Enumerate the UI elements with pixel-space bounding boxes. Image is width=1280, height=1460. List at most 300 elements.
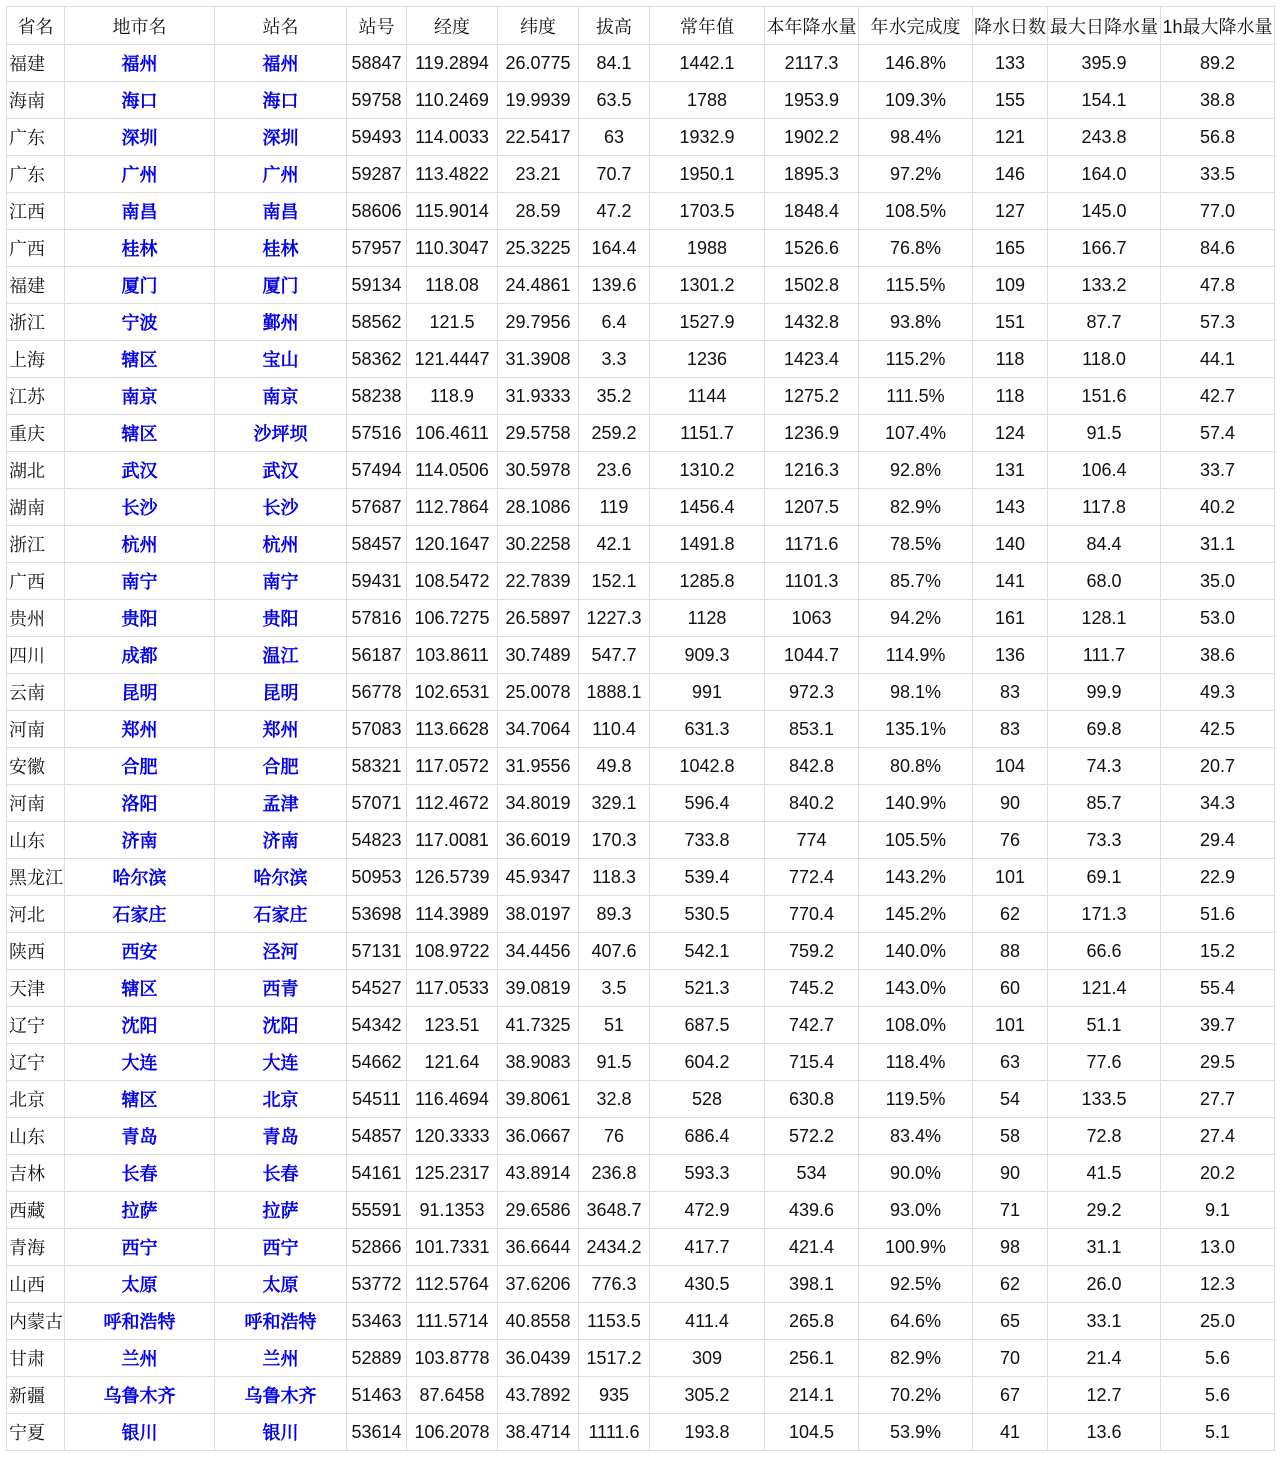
station-link[interactable]: 泾河 <box>215 933 347 970</box>
precipitation-table <box>6 6 1275 1451</box>
station-id-cell: 52889 <box>347 1340 407 1377</box>
station-id-cell: 58847 <box>347 45 407 82</box>
city-link[interactable]: 拉萨 <box>65 1192 215 1229</box>
province-cell: 河南 <box>7 785 65 822</box>
annual-precip-cell: 1275.2 <box>765 378 859 415</box>
normal-value-cell: 1128 <box>650 600 765 637</box>
max-hourly-cell: 35.0 <box>1161 563 1275 600</box>
station-id-cell: 58321 <box>347 748 407 785</box>
elevation-cell: 89.3 <box>579 896 650 933</box>
max-hourly-cell: 34.3 <box>1161 785 1275 822</box>
longitude-cell: 112.7864 <box>407 489 498 526</box>
station-id-cell: 54662 <box>347 1044 407 1081</box>
table-row <box>7 526 1275 563</box>
latitude-cell: 38.4714 <box>498 1414 579 1451</box>
station-link[interactable]: 温江 <box>215 637 347 674</box>
province-cell: 青海 <box>7 1229 65 1266</box>
province-cell: 海南 <box>7 82 65 119</box>
station-link[interactable]: 沈阳 <box>215 1007 347 1044</box>
rain-days-cell: 62 <box>973 1266 1048 1303</box>
station-link[interactable]: 孟津 <box>215 785 347 822</box>
annual-precip-cell: 770.4 <box>765 896 859 933</box>
latitude-cell: 36.0667 <box>498 1118 579 1155</box>
station-link[interactable]: 兰州 <box>215 1340 347 1377</box>
normal-value-cell: 472.9 <box>650 1192 765 1229</box>
province-cell: 陕西 <box>7 933 65 970</box>
province-cell: 贵州 <box>7 600 65 637</box>
longitude-cell: 110.2469 <box>407 82 498 119</box>
province-cell: 辽宁 <box>7 1044 65 1081</box>
max-daily-cell: 106.4 <box>1048 452 1161 489</box>
station-id-cell: 54823 <box>347 822 407 859</box>
longitude-cell: 117.0081 <box>407 822 498 859</box>
annual-precip-cell: 772.4 <box>765 859 859 896</box>
rain-days-cell: 90 <box>973 1155 1048 1192</box>
annual-precip-cell: 842.8 <box>765 748 859 785</box>
city-link[interactable]: 南京 <box>65 378 215 415</box>
elevation-cell: 547.7 <box>579 637 650 674</box>
completion-cell: 83.4% <box>859 1118 973 1155</box>
station-link[interactable]: 呼和浩特 <box>215 1303 347 1340</box>
station-link[interactable]: 宝山 <box>215 341 347 378</box>
latitude-cell: 39.8061 <box>498 1081 579 1118</box>
column-header: 1h最大降水量 <box>1161 7 1275 45</box>
province-cell: 湖北 <box>7 452 65 489</box>
city-link[interactable]: 南昌 <box>65 193 215 230</box>
max-hourly-cell: 44.1 <box>1161 341 1275 378</box>
table-row <box>7 600 1275 637</box>
table-row <box>7 378 1275 415</box>
annual-precip-cell: 853.1 <box>765 711 859 748</box>
elevation-cell: 776.3 <box>579 1266 650 1303</box>
normal-value-cell: 530.5 <box>650 896 765 933</box>
normal-value-cell: 593.3 <box>650 1155 765 1192</box>
normal-value-cell: 596.4 <box>650 785 765 822</box>
station-link[interactable]: 长春 <box>215 1155 347 1192</box>
elevation-cell: 63 <box>579 119 650 156</box>
max-daily-cell: 171.3 <box>1048 896 1161 933</box>
station-link[interactable]: 武汉 <box>215 452 347 489</box>
normal-value-cell: 686.4 <box>650 1118 765 1155</box>
station-link[interactable]: 厦门 <box>215 267 347 304</box>
rain-days-cell: 83 <box>973 674 1048 711</box>
city-link[interactable]: 贵阳 <box>65 600 215 637</box>
latitude-cell: 25.0078 <box>498 674 579 711</box>
station-link[interactable]: 沙坪坝 <box>215 415 347 452</box>
longitude-cell: 120.3333 <box>407 1118 498 1155</box>
table-row <box>7 1340 1275 1377</box>
city-link[interactable]: 昆明 <box>65 674 215 711</box>
station-link[interactable]: 西宁 <box>215 1229 347 1266</box>
max-daily-cell: 73.3 <box>1048 822 1161 859</box>
completion-cell: 108.5% <box>859 193 973 230</box>
latitude-cell: 22.5417 <box>498 119 579 156</box>
station-link[interactable]: 拉萨 <box>215 1192 347 1229</box>
completion-cell: 82.9% <box>859 1340 973 1377</box>
table-body <box>7 45 1275 1451</box>
latitude-cell: 26.5897 <box>498 600 579 637</box>
table-row <box>7 785 1275 822</box>
station-link[interactable]: 大连 <box>215 1044 347 1081</box>
city-link[interactable]: 福州 <box>65 45 215 82</box>
city-link[interactable]: 郑州 <box>65 711 215 748</box>
station-id-cell: 58562 <box>347 304 407 341</box>
elevation-cell: 63.5 <box>579 82 650 119</box>
city-link[interactable]: 杭州 <box>65 526 215 563</box>
table-row <box>7 1229 1275 1266</box>
max-daily-cell: 243.8 <box>1048 119 1161 156</box>
city-link[interactable]: 济南 <box>65 822 215 859</box>
province-cell: 黑龙江 <box>7 859 65 896</box>
completion-cell: 145.2% <box>859 896 973 933</box>
station-link[interactable]: 桂林 <box>215 230 347 267</box>
station-id-cell: 59758 <box>347 82 407 119</box>
longitude-cell: 108.5472 <box>407 563 498 600</box>
province-cell: 云南 <box>7 674 65 711</box>
table-row <box>7 933 1275 970</box>
normal-value-cell: 1301.2 <box>650 267 765 304</box>
completion-cell: 143.2% <box>859 859 973 896</box>
max-hourly-cell: 29.5 <box>1161 1044 1275 1081</box>
station-link[interactable]: 银川 <box>215 1414 347 1451</box>
table-row <box>7 1414 1275 1451</box>
city-link[interactable]: 武汉 <box>65 452 215 489</box>
max-hourly-cell: 15.2 <box>1161 933 1275 970</box>
annual-precip-cell: 572.2 <box>765 1118 859 1155</box>
longitude-cell: 103.8778 <box>407 1340 498 1377</box>
station-id-cell: 57083 <box>347 711 407 748</box>
city-link[interactable]: 长春 <box>65 1155 215 1192</box>
longitude-cell: 114.3989 <box>407 896 498 933</box>
rain-days-cell: 161 <box>973 600 1048 637</box>
city-link[interactable]: 长沙 <box>65 489 215 526</box>
max-daily-cell: 118.0 <box>1048 341 1161 378</box>
max-daily-cell: 111.7 <box>1048 637 1161 674</box>
latitude-cell: 31.9556 <box>498 748 579 785</box>
max-daily-cell: 84.4 <box>1048 526 1161 563</box>
annual-precip-cell: 630.8 <box>765 1081 859 1118</box>
city-link[interactable]: 南宁 <box>65 563 215 600</box>
longitude-cell: 101.7331 <box>407 1229 498 1266</box>
completion-cell: 94.2% <box>859 600 973 637</box>
station-link[interactable]: 郑州 <box>215 711 347 748</box>
annual-precip-cell: 1848.4 <box>765 193 859 230</box>
rain-days-cell: 90 <box>973 785 1048 822</box>
province-cell: 内蒙古 <box>7 1303 65 1340</box>
province-cell: 西藏 <box>7 1192 65 1229</box>
column-header: 经度 <box>407 7 498 45</box>
max-daily-cell: 91.5 <box>1048 415 1161 452</box>
station-link[interactable]: 南京 <box>215 378 347 415</box>
max-daily-cell: 133.2 <box>1048 267 1161 304</box>
city-link[interactable]: 西安 <box>65 933 215 970</box>
annual-precip-cell: 774 <box>765 822 859 859</box>
elevation-cell: 118.3 <box>579 859 650 896</box>
completion-cell: 135.1% <box>859 711 973 748</box>
station-link[interactable]: 鄞州 <box>215 304 347 341</box>
city-link[interactable]: 海口 <box>65 82 215 119</box>
station-id-cell: 50953 <box>347 859 407 896</box>
city-link[interactable]: 宁波 <box>65 304 215 341</box>
station-id-cell: 57071 <box>347 785 407 822</box>
latitude-cell: 38.9083 <box>498 1044 579 1081</box>
station-link[interactable]: 福州 <box>215 45 347 82</box>
max-daily-cell: 166.7 <box>1048 230 1161 267</box>
station-link[interactable]: 哈尔滨 <box>215 859 347 896</box>
column-header: 站号 <box>347 7 407 45</box>
max-daily-cell: 99.9 <box>1048 674 1161 711</box>
table-row <box>7 45 1275 82</box>
annual-precip-cell: 1216.3 <box>765 452 859 489</box>
max-hourly-cell: 47.8 <box>1161 267 1275 304</box>
station-id-cell: 56187 <box>347 637 407 674</box>
table-row <box>7 1377 1275 1414</box>
column-header: 本年降水量 <box>765 7 859 45</box>
station-link[interactable]: 青岛 <box>215 1118 347 1155</box>
longitude-cell: 111.5714 <box>407 1303 498 1340</box>
city-link[interactable]: 厦门 <box>65 267 215 304</box>
completion-cell: 98.4% <box>859 119 973 156</box>
province-cell: 重庆 <box>7 415 65 452</box>
normal-value-cell: 521.3 <box>650 970 765 1007</box>
completion-cell: 114.9% <box>859 637 973 674</box>
max-hourly-cell: 9.1 <box>1161 1192 1275 1229</box>
max-daily-cell: 85.7 <box>1048 785 1161 822</box>
max-daily-cell: 13.6 <box>1048 1414 1161 1451</box>
latitude-cell: 24.4861 <box>498 267 579 304</box>
city-link[interactable]: 哈尔滨 <box>65 859 215 896</box>
normal-value-cell: 991 <box>650 674 765 711</box>
city-link[interactable]: 银川 <box>65 1414 215 1451</box>
longitude-cell: 91.1353 <box>407 1192 498 1229</box>
station-link[interactable]: 济南 <box>215 822 347 859</box>
station-link[interactable]: 广州 <box>215 156 347 193</box>
province-cell: 北京 <box>7 1081 65 1118</box>
normal-value-cell: 1310.2 <box>650 452 765 489</box>
province-cell: 江苏 <box>7 378 65 415</box>
max-daily-cell: 117.8 <box>1048 489 1161 526</box>
max-daily-cell: 21.4 <box>1048 1340 1161 1377</box>
annual-precip-cell: 439.6 <box>765 1192 859 1229</box>
city-link[interactable]: 青岛 <box>65 1118 215 1155</box>
table-row <box>7 1118 1275 1155</box>
max-daily-cell: 121.4 <box>1048 970 1161 1007</box>
annual-precip-cell: 1432.8 <box>765 304 859 341</box>
station-link[interactable]: 杭州 <box>215 526 347 563</box>
elevation-cell: 236.8 <box>579 1155 650 1192</box>
normal-value-cell: 631.3 <box>650 711 765 748</box>
max-hourly-cell: 51.6 <box>1161 896 1275 933</box>
max-hourly-cell: 22.9 <box>1161 859 1275 896</box>
rain-days-cell: 88 <box>973 933 1048 970</box>
table-row <box>7 1044 1275 1081</box>
annual-precip-cell: 1171.6 <box>765 526 859 563</box>
city-link[interactable]: 深圳 <box>65 119 215 156</box>
station-id-cell: 58238 <box>347 378 407 415</box>
normal-value-cell: 305.2 <box>650 1377 765 1414</box>
longitude-cell: 121.5 <box>407 304 498 341</box>
station-link[interactable]: 石家庄 <box>215 896 347 933</box>
longitude-cell: 102.6531 <box>407 674 498 711</box>
max-daily-cell: 33.1 <box>1048 1303 1161 1340</box>
rain-days-cell: 71 <box>973 1192 1048 1229</box>
province-cell: 宁夏 <box>7 1414 65 1451</box>
annual-precip-cell: 1207.5 <box>765 489 859 526</box>
latitude-cell: 36.6644 <box>498 1229 579 1266</box>
completion-cell: 64.6% <box>859 1303 973 1340</box>
max-hourly-cell: 89.2 <box>1161 45 1275 82</box>
normal-value-cell: 1491.8 <box>650 526 765 563</box>
elevation-cell: 42.1 <box>579 526 650 563</box>
station-id-cell: 57516 <box>347 415 407 452</box>
rain-days-cell: 131 <box>973 452 1048 489</box>
province-cell: 山东 <box>7 1118 65 1155</box>
normal-value-cell: 1285.8 <box>650 563 765 600</box>
province-cell: 天津 <box>7 970 65 1007</box>
station-id-cell: 54527 <box>347 970 407 1007</box>
annual-precip-cell: 534 <box>765 1155 859 1192</box>
max-hourly-cell: 5.6 <box>1161 1377 1275 1414</box>
table-row <box>7 748 1275 785</box>
annual-precip-cell: 745.2 <box>765 970 859 1007</box>
normal-value-cell: 1151.7 <box>650 415 765 452</box>
annual-precip-cell: 265.8 <box>765 1303 859 1340</box>
completion-cell: 98.1% <box>859 674 973 711</box>
completion-cell: 93.0% <box>859 1192 973 1229</box>
city-link[interactable]: 西宁 <box>65 1229 215 1266</box>
normal-value-cell: 733.8 <box>650 822 765 859</box>
longitude-cell: 113.6628 <box>407 711 498 748</box>
station-id-cell: 59431 <box>347 563 407 600</box>
max-hourly-cell: 27.4 <box>1161 1118 1275 1155</box>
longitude-cell: 108.9722 <box>407 933 498 970</box>
rain-days-cell: 121 <box>973 119 1048 156</box>
elevation-cell: 49.8 <box>579 748 650 785</box>
station-link[interactable]: 海口 <box>215 82 347 119</box>
elevation-cell: 76 <box>579 1118 650 1155</box>
city-link[interactable]: 辖区 <box>65 415 215 452</box>
rain-days-cell: 101 <box>973 859 1048 896</box>
city-link[interactable]: 成都 <box>65 637 215 674</box>
annual-precip-cell: 256.1 <box>765 1340 859 1377</box>
city-link[interactable]: 石家庄 <box>65 896 215 933</box>
longitude-cell: 118.9 <box>407 378 498 415</box>
completion-cell: 80.8% <box>859 748 973 785</box>
latitude-cell: 45.9347 <box>498 859 579 896</box>
station-link[interactable]: 北京 <box>215 1081 347 1118</box>
elevation-cell: 51 <box>579 1007 650 1044</box>
max-hourly-cell: 5.1 <box>1161 1414 1275 1451</box>
completion-cell: 92.8% <box>859 452 973 489</box>
station-link[interactable]: 长沙 <box>215 489 347 526</box>
rain-days-cell: 60 <box>973 970 1048 1007</box>
city-link[interactable]: 合肥 <box>65 748 215 785</box>
elevation-cell: 3648.7 <box>579 1192 650 1229</box>
max-hourly-cell: 20.2 <box>1161 1155 1275 1192</box>
table-row <box>7 1303 1275 1340</box>
completion-cell: 115.2% <box>859 341 973 378</box>
rain-days-cell: 62 <box>973 896 1048 933</box>
station-link[interactable]: 合肥 <box>215 748 347 785</box>
completion-cell: 107.4% <box>859 415 973 452</box>
annual-precip-cell: 1902.2 <box>765 119 859 156</box>
latitude-cell: 36.0439 <box>498 1340 579 1377</box>
station-link[interactable]: 南宁 <box>215 563 347 600</box>
max-daily-cell: 395.9 <box>1048 45 1161 82</box>
city-link[interactable]: 太原 <box>65 1266 215 1303</box>
rain-days-cell: 140 <box>973 526 1048 563</box>
latitude-cell: 36.6019 <box>498 822 579 859</box>
completion-cell: 78.5% <box>859 526 973 563</box>
normal-value-cell: 1703.5 <box>650 193 765 230</box>
latitude-cell: 31.3908 <box>498 341 579 378</box>
city-link[interactable]: 辖区 <box>65 1081 215 1118</box>
station-id-cell: 58362 <box>347 341 407 378</box>
max-hourly-cell: 40.2 <box>1161 489 1275 526</box>
max-hourly-cell: 57.3 <box>1161 304 1275 341</box>
station-id-cell: 59287 <box>347 156 407 193</box>
annual-precip-cell: 1895.3 <box>765 156 859 193</box>
city-link[interactable]: 洛阳 <box>65 785 215 822</box>
max-hourly-cell: 12.3 <box>1161 1266 1275 1303</box>
rain-days-cell: 104 <box>973 748 1048 785</box>
header-row <box>7 7 1275 45</box>
elevation-cell: 259.2 <box>579 415 650 452</box>
rain-days-cell: 58 <box>973 1118 1048 1155</box>
city-link[interactable]: 沈阳 <box>65 1007 215 1044</box>
annual-precip-cell: 1101.3 <box>765 563 859 600</box>
city-link[interactable]: 辖区 <box>65 341 215 378</box>
station-link[interactable]: 贵阳 <box>215 600 347 637</box>
city-link[interactable]: 桂林 <box>65 230 215 267</box>
station-id-cell: 57494 <box>347 452 407 489</box>
station-link[interactable]: 西青 <box>215 970 347 1007</box>
elevation-cell: 23.6 <box>579 452 650 489</box>
city-link[interactable]: 乌鲁木齐 <box>65 1377 215 1414</box>
city-link[interactable]: 呼和浩特 <box>65 1303 215 1340</box>
city-link[interactable]: 兰州 <box>65 1340 215 1377</box>
station-id-cell: 58606 <box>347 193 407 230</box>
latitude-cell: 34.8019 <box>498 785 579 822</box>
rain-days-cell: 65 <box>973 1303 1048 1340</box>
station-link[interactable]: 太原 <box>215 1266 347 1303</box>
elevation-cell: 1888.1 <box>579 674 650 711</box>
city-link[interactable]: 广州 <box>65 156 215 193</box>
table-row <box>7 1155 1275 1192</box>
province-cell: 上海 <box>7 341 65 378</box>
normal-value-cell: 1950.1 <box>650 156 765 193</box>
table-row <box>7 489 1275 526</box>
max-hourly-cell: 33.5 <box>1161 156 1275 193</box>
annual-precip-cell: 214.1 <box>765 1377 859 1414</box>
column-header: 常年值 <box>650 7 765 45</box>
longitude-cell: 115.9014 <box>407 193 498 230</box>
table-row <box>7 230 1275 267</box>
rain-days-cell: 54 <box>973 1081 1048 1118</box>
station-link[interactable]: 深圳 <box>215 119 347 156</box>
station-link[interactable]: 乌鲁木齐 <box>215 1377 347 1414</box>
elevation-cell: 35.2 <box>579 378 650 415</box>
max-daily-cell: 72.8 <box>1048 1118 1161 1155</box>
city-link[interactable]: 大连 <box>65 1044 215 1081</box>
station-link[interactable]: 南昌 <box>215 193 347 230</box>
max-daily-cell: 68.0 <box>1048 563 1161 600</box>
table-row <box>7 304 1275 341</box>
station-link[interactable]: 昆明 <box>215 674 347 711</box>
completion-cell: 140.0% <box>859 933 973 970</box>
city-link[interactable]: 辖区 <box>65 970 215 1007</box>
station-id-cell: 54857 <box>347 1118 407 1155</box>
